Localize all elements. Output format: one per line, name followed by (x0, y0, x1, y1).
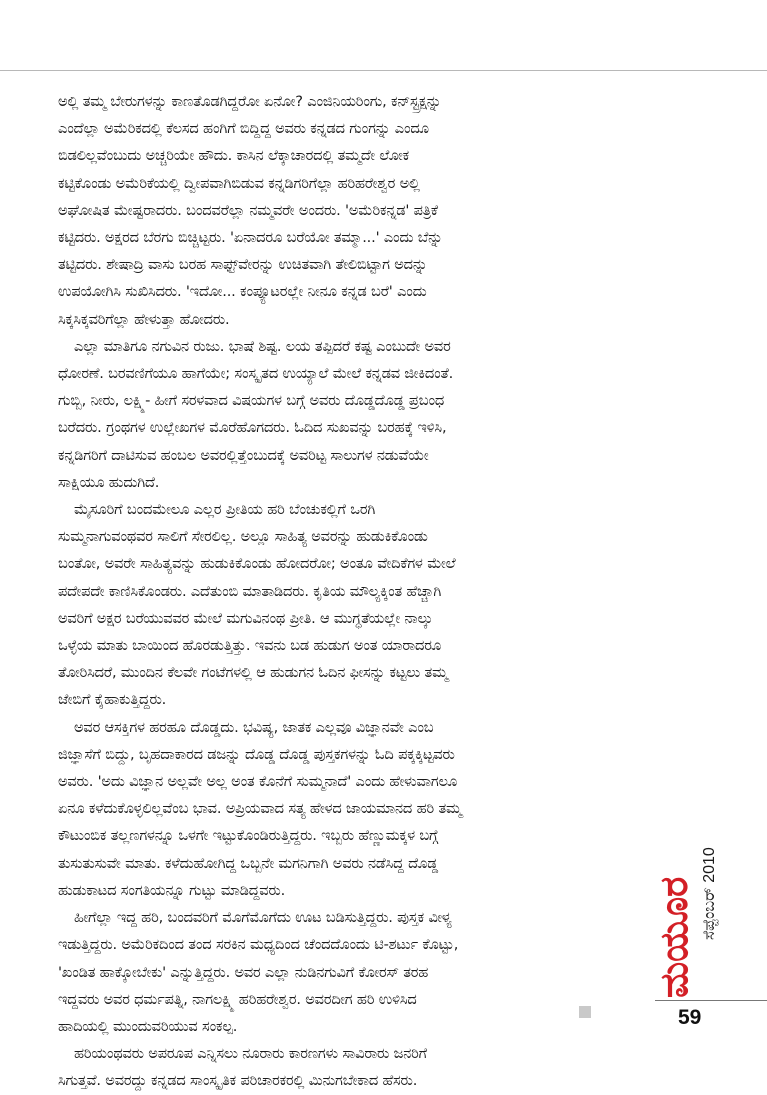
gray-square-marker (579, 1006, 591, 1018)
text-line: ಸಿಕ್ಕಸಿಕ್ಕವರಿಗೆಲ್ಲಾ ಹೇಳುತ್ತಾ ಹೋದರು. (58, 310, 230, 328)
paragraph (58, 904, 563, 1040)
text-line: ಜೇಬಿಗೆ ಕೈಹಾಕುತ್ತಿದ್ದರು. (58, 691, 167, 709)
text-line: ಧೋರಣೆ. ಬರವಣಿಗೆಯೂ ಹಾಗೆಯೇ; ಸಂಸ್ಕೃತದ ಉಯ್ಯಾಲೆ ಮೇಲೆ ಕನ್ನಡವ ಜೀಕಿದಂತೆ. (58, 365, 454, 383)
issue-date: ಸೆಪ್ಟೆಂಬರ್ 2010 (701, 847, 718, 940)
text-line: ತುಸುತುಸುವೇ ಮಾತು. ಕಳೆದುಹೋಗಿದ್ದ ಒಬ್ಬನೇ ಮಗನಿಗಾಗಿ ಅವರು ನಡೆಸಿದ್ದ ದೊಡ್ಡ (58, 854, 438, 872)
article-body (58, 88, 563, 1095)
text-line: ಇಡುತ್ತಿದ್ದರು. ಅಮೆರಿಕದಿಂದ ತಂದ ಸರಕಿನ ಮಧ್ಯದಿಂದ ಚೆಂದದೊಂದು ಟಿ-ಶರ್ಟು ಕೊಟ್ಟು, (58, 936, 459, 954)
text-line: ಒಳ್ಳೆಯ ಮಾತು ಬಾಯಿಂದ ಹೊರಡುತ್ತಿತ್ತು. ಇವನು ಬಡ ಹುಡುಗ ಅಂತ ಯಾರಾದರೂ (58, 637, 442, 655)
paragraph (58, 1040, 563, 1094)
text-line: ಬರೆದರು. ಗ್ರಂಥಗಳ ಉಲ್ಲೇಖಗಳ ಮೊರೆಹೊಗದರು. ಓದಿದ ಸುಖವನ್ನು ಬರಹಕ್ಕೆ ಇಳಿಸಿ, (58, 419, 447, 437)
text-line: ಅವರು. 'ಅದು ವಿಜ್ಞಾನ ಅಲ್ಲವೇ ಅಲ್ಲ ಅಂತ ಕೊನೆಗೆ ಸುಮ್ಮನಾದೆ' ಎಂದು ಹೇಳುವಾಗಲೂ (58, 773, 458, 791)
page-number: 59 (678, 1006, 702, 1029)
text-line: ಬಿಡಲಿಲ್ಲವೆಂಬುದು ಅಚ್ಚರಿಯೇ ಹೌದು. ಕಾಸಿನ ಲೆಕ್ಕಾಚಾರದಲ್ಲಿ ತಮ್ಮದೇ ಲೋಕ (58, 147, 409, 165)
text-line: ಬಂತೋ, ಅವರೇ ಸಾಹಿತ್ಯವನ್ನು ಹುಡುಕಿಕೊಂಡು ಹೋದರೋ; ಅಂತೂ ವೇದಿಕೆಗಳ ಮೇಲೆ (58, 555, 456, 573)
text-line: ಹುಡುಕಾಟದ ಸಂಗತಿಯನ್ನೂ ಗುಟ್ಟು ಮಾಡಿದ್ದವರು. (58, 881, 286, 899)
text-line: ಹಾದಿಯಲ್ಲಿ ಮುಂದುವರಿಯುವ ಸಂಕಲ್ಪ. (58, 1017, 238, 1035)
text-line: ಏನೂ ಕಳೆದುಕೊಳ್ಳಲಿಲ್ಲವೆಂಬ ಭಾವ. ಅಪ್ರಿಯವಾದ ಸತ್ಯ ಹೇಳದ ಜಾಯಮಾನದ ಹರಿ ತಮ್ಮ (58, 800, 462, 818)
magazine-title-vertical (654, 876, 696, 998)
top-divider (0, 70, 767, 71)
text-line: ತೋರಿಸಿದರೆ, ಮುಂದಿನ ಕೆಲವೇ ಗಂಟೆಗಳಲ್ಲಿ ಆ ಹುಡುಗನ ಓದಿನ ಫೀಸನ್ನು ಕಟ್ಟಲು ತಮ್ಮ (58, 664, 448, 682)
text-line: ಕನ್ನಡಿಗರಿಗೆ ದಾಟಿಸುವ ಹಂಬಲ ಅವರಲ್ಲಿತ್ತೆಂಬುದಕ್ಕೆ ಅವರಿಟ್ಟ ಸಾಲುಗಳ ನಡುವೆಯೇ (58, 446, 429, 464)
text-line: ಅವರಿಗೆ ಅಕ್ಷರ ಬರೆಯುವವರ ಮೇಲೆ ಮಗುವಿನಂಥ ಪ್ರೀತಿ. ಆ ಮುಗ್ಧತೆಯಲ್ಲೇ ನಾಲ್ಕು (58, 609, 433, 627)
paragraph (58, 88, 563, 333)
text-line: ಜಿಜ್ಞಾಸೆಗೆ ಬಿದ್ದು, ಬೃಹದಾಕಾರದ ಡಜನ್ನು ದೊಡ್ಡ ದೊಡ್ಡ ಪುಸ್ತಕಗಳನ್ನು ಓದಿ ಪಕ್ಕಕ್ಕಿಟ್ಟವರು (58, 745, 455, 763)
issue-date-vertical (700, 830, 722, 940)
paragraph (58, 333, 563, 496)
text-line: ಕಟ್ಟಿದರು. ಅಕ್ಷರದ ಬೆರಗು ಬಿಚ್ಚಿಟ್ಟರು. 'ಏನಾದರೂ ಬರೆಯೋ ತಮ್ಮಾ...' ಎಂದು ಬೆನ್ನು (58, 229, 443, 247)
text-line: 'ಖಂಡಿತ ಹಾಕ್ಕೋಬೇಕು' ಎನ್ನುತ್ತಿದ್ದರು. ಅವರ ಎಲ್ಲಾ ನುಡಿನಗುವಿಗೆ ಕೋರಸ್ ತರಹ (58, 963, 429, 981)
text-line: ಹರಿಯಂಥವರು ಅಪರೂಪ ಎನ್ನಿಸಲು ನೂರಾರು ಕಾರಣಗಳು ಸಾವಿರಾರು ಜನರಿಗೆ (74, 1045, 427, 1063)
text-line: ಅಲ್ಲಿ ತಮ್ಮ ಬೇರುಗಳನ್ನು ಕಾಣತೊಡಗಿದ್ದರೋ ಏನೋ? ಎಂಜಿನಿಯರಿಂಗು, ಕನ್‌ಸ್ಟ್ರಕ್ಷನ್ನು (58, 93, 442, 110)
text-line: ಸಿಗುತ್ತವೆ. ಅವರದ್ದು ಕನ್ನಡದ ಸಾಂಸ್ಕೃತಿಕ ಪರಿಚಾರಕರಲ್ಲಿ ಮಿನುಗಬೇಕಾದ ಹೆಸರು. (58, 1072, 418, 1090)
magazine-title: ಮಯೂರ (654, 876, 696, 998)
text-line: ಎಂದೆಲ್ಲಾ ಅಮೆರಿಕದಲ್ಲಿ ಕೆಲಸದ ಹಂಗಿಗೆ ಬಿದ್ದಿದ್ದ ಅವರು ಕನ್ನಡದ ಗುಂಗನ್ನು ಎಂದೂ (58, 120, 429, 138)
text-line: ಅವರ ಆಸಕ್ತಿಗಳ ಹರಹೂ ದೊಡ್ಡದು. ಭವಿಷ್ಯ, ಜಾತಕ ಎಲ್ಲವೂ ವಿಜ್ಞಾನವೇ ಎಂಬ (74, 718, 434, 736)
text-line: ಕೌಟುಂಬಿಕ ತಲ್ಲಣಗಳನ್ನೂ ಒಳಗೇ ಇಟ್ಟುಕೊಂಡಿರುತ್ತಿದ್ದರು. ಇಬ್ಬರು ಹೆಣ್ಣುಮಕ್ಕಳ ಬಗ್ಗೆ (58, 827, 439, 845)
paragraph (58, 714, 563, 904)
footer-divider (655, 1000, 767, 1001)
text-line: ಮೈಸೂರಿಗೆ ಬಂದಮೇಲೂ ಎಲ್ಲರ ಪ್ರೀತಿಯ ಹರಿ ಬೆಂಚುಕಲ್ಲಿಗೆ ಒರಗಿ (74, 501, 376, 519)
text-line: ಎಲ್ಲಾ ಮಾತಿಗೂ ನಗುವಿನ ರುಜು. ಭಾಷೆ ಶಿಷ್ಟ. ಲಯ ತಪ್ಪಿದರೆ ಕಷ್ಟ ಎಂಬುದೇ ಅವರ (74, 337, 451, 355)
paragraph (58, 496, 563, 714)
text-line: ತಟ್ಟಿದರು. ಶೇಷಾದ್ರಿ ವಾಸು ಬರಹ ಸಾಫ್ಟ್‌ವೇರನ್ನು ಉಚಿತವಾಗಿ ತೇಲಿಬಿಟ್ಟಾಗ ಅದನ್ನು (58, 256, 428, 274)
text-line: ಕಟ್ಟಿಕೊಂಡು ಅಮೆರಿಕೆಯಲ್ಲಿ ದ್ವೀಪವಾಗಿಬಿಡುವ ಕನ್ನಡಿಗರಿಗೆಲ್ಲಾ ಹರಿಹರೇಶ್ವರ ಅಲ್ಲಿ (58, 174, 420, 192)
text-line: ಅಘೋಷಿತ ಮೇಷ್ಟರಾದರು. ಬಂದವರೆಲ್ಲಾ ನಮ್ಮವರೇ ಅಂದರು. 'ಅಮೆರಿಕನ್ನಡ' ಪತ್ರಿಕೆ (58, 201, 438, 219)
text-line: ಗುಬ್ಬಿ, ನೀರು, ಲಕ್ಷ್ಮಿ- ಹೀಗೆ ಸರಳವಾದ ವಿಷಯಗಳ ಬಗ್ಗೆ ಅವರು ದೊಡ್ಡದೊಡ್ಡ ಪ್ರಬಂಧ (58, 392, 445, 410)
text-line: ಸಾಕ್ಷಿಯೂ ಹುದುಗಿದೆ. (58, 473, 160, 491)
text-line: ಇದ್ದವರು ಅವರ ಧರ್ಮಪತ್ನಿ, ನಾಗಲಕ್ಷ್ಮಿ ಹರಿಹರೇಶ್ವರ. ಅವರದೀಗ ಹರಿ ಉಳಿಸಿದ (58, 990, 417, 1008)
text-line: ಸುಮ್ಮನಾಗುವಂಥವರ ಸಾಲಿಗೆ ಸೇರಲಿಲ್ಲ. ಅಲ್ಲೂ ಸಾಹಿತ್ಯ ಅವರನ್ನು ಹುಡುಕಿಕೊಂಡು (58, 528, 428, 546)
text-line: ಪದೇಪದೇ ಕಾಣಿಸಿಕೊಂಡರು. ಎದೆತುಂಬಿ ಮಾತಾಡಿದರು. ಕೃತಿಯ ಮೌಲ್ಯಕ್ಕಿಂತ ಹೆಚ್ಚಾಗಿ (58, 582, 442, 600)
text-line: ಉಪಯೋಗಿಸಿ ಸುಖಿಸಿದರು. 'ಇದೋ... ಕಂಪ್ಯೂಟರಲ್ಲೇ ನೀನೂ ಕನ್ನಡ ಬರೆ' ಎಂದು (58, 283, 427, 301)
text-line: ಹೀಗೆಲ್ಲಾ ಇದ್ದ ಹರಿ, ಬಂದವರಿಗೆ ಮೊಗೆಮೊಗೆದು ಊಟ ಬಡಿಸುತ್ತಿದ್ದರು. ಪುಸ್ತಕ ವೀಳ್ಯ (74, 909, 452, 927)
